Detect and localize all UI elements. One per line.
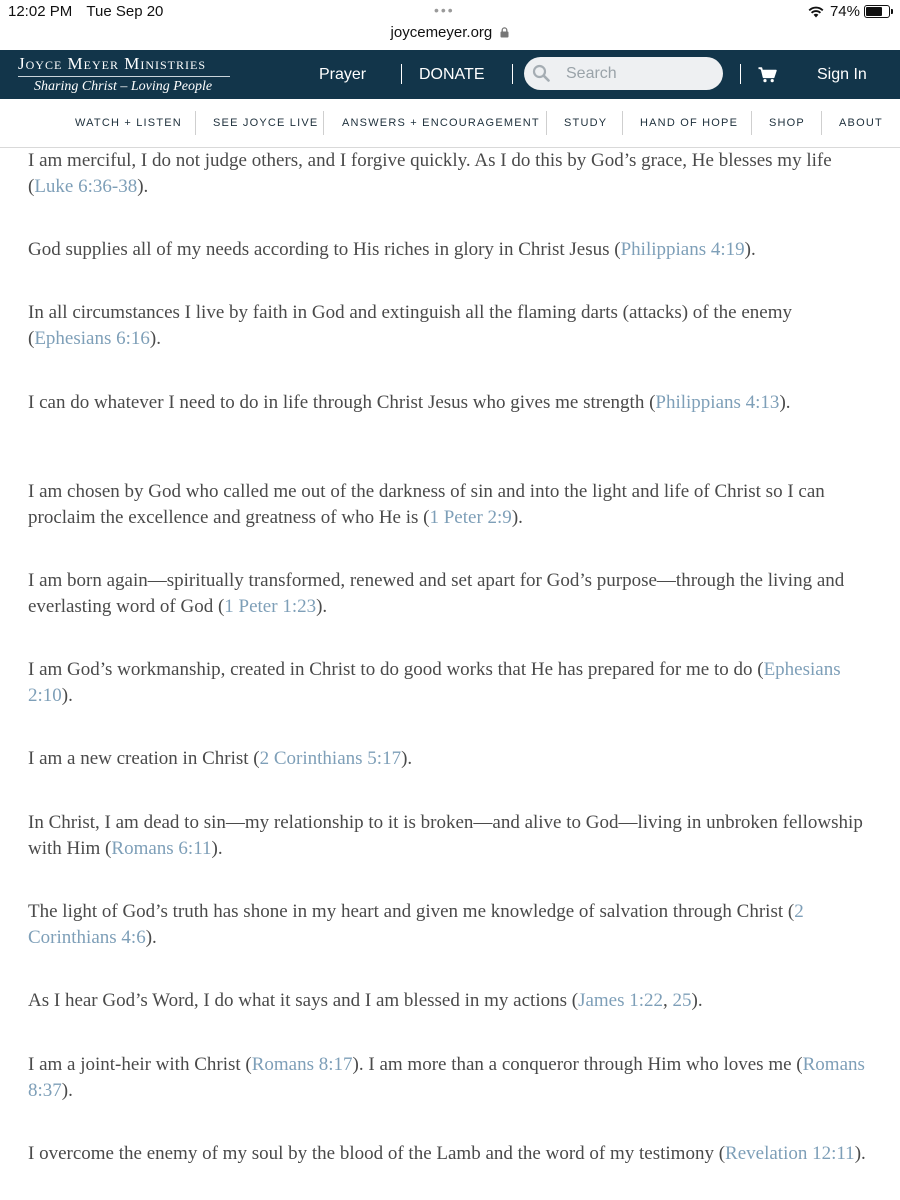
secondary-nav bbox=[0, 99, 900, 148]
status-bar bbox=[0, 0, 900, 26]
scripture-link[interactable]: 1 Peter 2:9 bbox=[429, 507, 512, 528]
scripture-link[interactable]: 25 bbox=[672, 990, 692, 1011]
nav-shop[interactable]: SHOP bbox=[769, 117, 805, 129]
paragraph-text: ). bbox=[137, 176, 149, 197]
nav-study[interactable]: STUDY bbox=[564, 117, 608, 129]
scripture-link[interactable]: Ephesians 6:16 bbox=[34, 328, 150, 349]
logo-divider bbox=[18, 76, 230, 77]
affirmation-paragraph bbox=[28, 1052, 878, 1104]
paragraph-text: In all circumstances I live by faith in God and extinguish all the flaming darts (attacks) of the enemy ( bbox=[28, 302, 792, 349]
scripture-link[interactable]: Romans 8:17 bbox=[251, 1054, 353, 1075]
multitasking-dots-icon[interactable]: ••• bbox=[434, 2, 455, 18]
wifi-icon bbox=[808, 6, 824, 18]
paragraph-text: The light of God’s truth has shone in my heart and given me knowledge of salvation through Christ ( bbox=[28, 901, 795, 922]
logo-tagline: Sharing Christ – Loving People bbox=[34, 79, 213, 94]
battery-percent: 74% bbox=[829, 3, 860, 20]
paragraph-text: In Christ, I am dead to sin—my relationship to it is broken—and alive to God—living in unbroken fellowship with Him ( bbox=[28, 812, 863, 859]
logo-title: Joyce Meyer Ministries bbox=[18, 54, 207, 73]
paragraph-text: I am a new creation in Christ ( bbox=[28, 748, 260, 769]
paragraph-text: ). bbox=[779, 392, 791, 413]
scripture-link[interactable]: 2 Corinthians 4:6 bbox=[28, 901, 804, 948]
affirmation-paragraph bbox=[28, 300, 878, 352]
scripture-link[interactable]: 2 Corinthians 5:17 bbox=[259, 748, 402, 769]
affirmation-paragraph bbox=[28, 746, 878, 772]
nav-divider bbox=[622, 111, 623, 135]
paragraph-text: ). bbox=[691, 990, 703, 1011]
affirmation-paragraph bbox=[28, 479, 878, 531]
affirmation-paragraph bbox=[28, 810, 878, 862]
scripture-link[interactable]: Philippians 4:19 bbox=[620, 239, 745, 260]
paragraph-text: ). bbox=[744, 239, 756, 260]
nav-divider bbox=[195, 111, 196, 135]
lock-icon bbox=[500, 27, 509, 38]
paragraph-text: I am merciful, I do not judge others, and I forgive quickly. As I do this by God’s grace, He blesses my life ( bbox=[28, 150, 832, 197]
scripture-link[interactable]: Romans 6:11 bbox=[111, 838, 212, 859]
search-icon[interactable] bbox=[532, 64, 550, 82]
nav-divider bbox=[751, 111, 752, 135]
shopping-cart-icon[interactable] bbox=[758, 67, 777, 83]
header-divider bbox=[740, 64, 741, 84]
search-input[interactable] bbox=[564, 63, 714, 84]
affirmation-paragraph bbox=[28, 1141, 878, 1167]
scripture-link[interactable]: Luke 6:36-38 bbox=[34, 176, 138, 197]
paragraph-text: ). bbox=[511, 507, 523, 528]
paragraph-text: I am chosen by God who called me out of the darkness of sin and into the light and life of Christ so I can proclaim the excellence and greatness of who He is ( bbox=[28, 481, 825, 528]
url-text[interactable]: joycemeyer.org bbox=[390, 24, 493, 41]
scripture-link[interactable]: Ephesians 2:10 bbox=[28, 659, 841, 706]
status-right bbox=[808, 3, 890, 20]
paragraph-text: As I hear God’s Word, I do what it says and I am blessed in my actions ( bbox=[28, 990, 579, 1011]
search-box[interactable] bbox=[524, 57, 723, 90]
header-divider bbox=[512, 64, 513, 84]
site-logo[interactable] bbox=[18, 54, 230, 95]
scripture-link[interactable]: Romans 8:37 bbox=[28, 1054, 865, 1101]
donate-link[interactable]: DONATE bbox=[419, 66, 485, 83]
scripture-link[interactable]: Revelation 12:11 bbox=[725, 1143, 855, 1164]
status-left bbox=[8, 3, 163, 20]
battery-fill bbox=[866, 7, 882, 16]
nav-hand-of-hope[interactable]: HAND OF HOPE bbox=[640, 117, 739, 129]
paragraph-text: ). bbox=[316, 596, 328, 617]
prayer-link[interactable]: Prayer bbox=[319, 66, 367, 83]
affirmation-paragraph bbox=[28, 657, 878, 709]
site-header bbox=[0, 50, 900, 99]
paragraph-text: I can do whatever I need to do in life through Christ Jesus who gives me strength ( bbox=[28, 392, 656, 413]
paragraph-text: ). bbox=[401, 748, 413, 769]
paragraph-text: ). bbox=[61, 685, 73, 706]
paragraph-text: I am God’s workmanship, created in Christ to do good works that He has prepared for me to do ( bbox=[28, 659, 764, 680]
affirmation-paragraph bbox=[28, 237, 878, 263]
affirmation-paragraph bbox=[28, 390, 878, 416]
battery-icon bbox=[864, 5, 890, 18]
paragraph-text: ). bbox=[61, 1080, 73, 1101]
scripture-link[interactable]: Philippians 4:13 bbox=[655, 392, 780, 413]
nav-see-joyce-live[interactable]: SEE JOYCE LIVE bbox=[213, 117, 319, 129]
paragraph-text: , bbox=[663, 990, 673, 1011]
nav-divider bbox=[821, 111, 822, 135]
nav-answers-encouragement[interactable]: ANSWERS + ENCOURAGEMENT bbox=[342, 117, 540, 129]
paragraph-text: I overcome the enemy of my soul by the blood of the Lamb and the word of my testimony ( bbox=[28, 1143, 726, 1164]
nav-divider bbox=[546, 111, 547, 135]
paragraph-text: God supplies all of my needs according to His riches in glory in Christ Jesus ( bbox=[28, 239, 621, 260]
paragraph-text: ). bbox=[211, 838, 223, 859]
status-time: 12:02 PM bbox=[8, 3, 73, 20]
paragraph-text: ). bbox=[145, 927, 157, 948]
header-divider bbox=[401, 64, 402, 84]
nav-watch-listen[interactable]: WATCH + LISTEN bbox=[75, 117, 182, 129]
scripture-link[interactable]: 1 Peter 1:23 bbox=[224, 596, 317, 617]
affirmation-paragraph bbox=[28, 899, 878, 951]
paragraph-text: I am born again—spiritually transformed, renewed and set apart for God’s purpose—through the living and everlasting word of God ( bbox=[28, 570, 845, 617]
affirmation-paragraph bbox=[28, 148, 878, 200]
sign-in-link[interactable]: Sign In bbox=[817, 66, 867, 83]
paragraph-text: ). bbox=[149, 328, 161, 349]
paragraph-text: I am a joint-heir with Christ ( bbox=[28, 1054, 252, 1075]
paragraph-text: ). bbox=[854, 1143, 866, 1164]
affirmation-paragraph bbox=[28, 568, 878, 620]
scripture-link[interactable]: James 1:22 bbox=[578, 990, 664, 1011]
nav-about[interactable]: ABOUT bbox=[839, 117, 883, 129]
affirmation-paragraph bbox=[28, 988, 878, 1014]
address-bar[interactable] bbox=[0, 24, 900, 50]
paragraph-text: ). I am more than a conqueror through Him who loves me ( bbox=[352, 1054, 803, 1075]
status-date: Tue Sep 20 bbox=[86, 3, 164, 20]
nav-divider bbox=[323, 111, 324, 135]
